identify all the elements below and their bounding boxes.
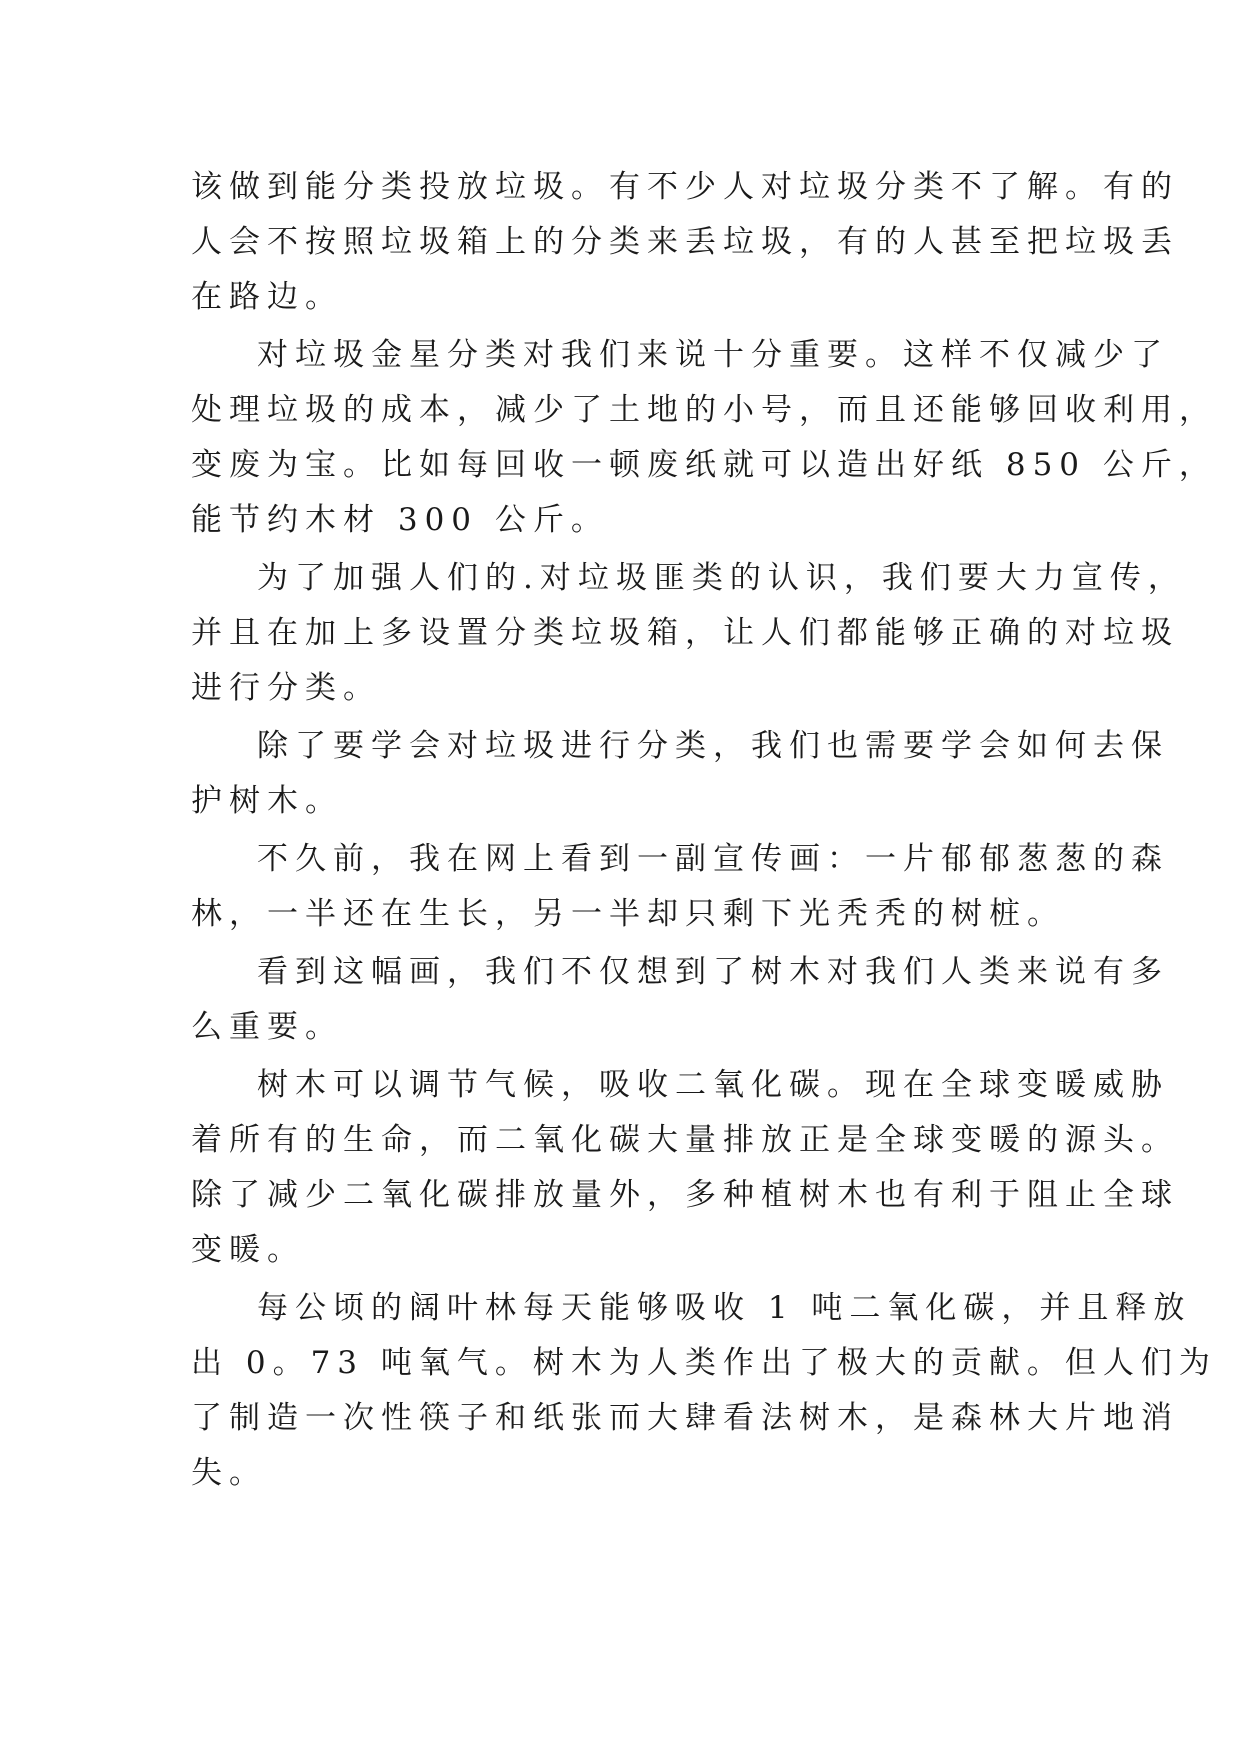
text-line: 为了加强人们的.对垃圾匪类的认识，我们要大力宣传， [257,560,1186,596]
text-line: 了制造一次性筷子和纸张而大肆看法树木，是森林大片地消 [191,1400,1179,1436]
text-line: 林，一半还在生长，另一半却只剩下光秃秃的树桩。 [191,896,1065,932]
text-line: 变废为宝。比如每回收一顿废纸就可以造出好纸 850 公斤， [191,447,1217,483]
text-line: 失。 [191,1455,267,1491]
text-line: 进行分类。 [191,670,381,706]
text-line: 除了要学会对垃圾进行分类，我们也需要学会如何去保 [257,728,1169,764]
text-line: 变暖。 [191,1232,305,1268]
text-line: 树木可以调节气候，吸收二氧化碳。现在全球变暖威胁 [257,1067,1169,1103]
text-line: 处理垃圾的成本，减少了土地的小号，而且还能够回收利用， [191,392,1217,428]
text-line: 看到这幅画，我们不仅想到了树木对我们人类来说有多 [257,954,1169,990]
text-line: 除了减少二氧化碳排放量外，多种植树木也有利于阻止全球 [191,1177,1179,1213]
text-line: 护树木。 [191,783,343,819]
text-line: 着所有的生命，而二氧化碳大量排放正是全球变暖的源头。 [191,1122,1179,1158]
text-line: 并且在加上多设置分类垃圾箱，让人们都能够正确的对垃圾 [191,615,1179,651]
text-line: 对垃圾金星分类对我们来说十分重要。这样不仅减少了 [257,337,1169,373]
text-line: 每公顷的阔叶林每天能够吸收 1 吨二氧化碳，并且释放 [257,1290,1192,1326]
text-line: 该做到能分类投放垃圾。有不少人对垃圾分类不了解。有的 [191,169,1179,205]
text-line: 能节约木材 300 公斤。 [191,502,609,538]
text-line: 么重要。 [191,1009,343,1045]
text-line: 出 0。73 吨氧气。树木为人类作出了极大的贡献。但人们为 [191,1345,1217,1381]
text-line: 在路边。 [191,279,343,315]
text-line: 不久前，我在网上看到一副宣传画：一片郁郁葱葱的森 [257,841,1169,877]
text-line: 人会不按照垃圾箱上的分类来丢垃圾，有的人甚至把垃圾丢 [191,224,1179,260]
